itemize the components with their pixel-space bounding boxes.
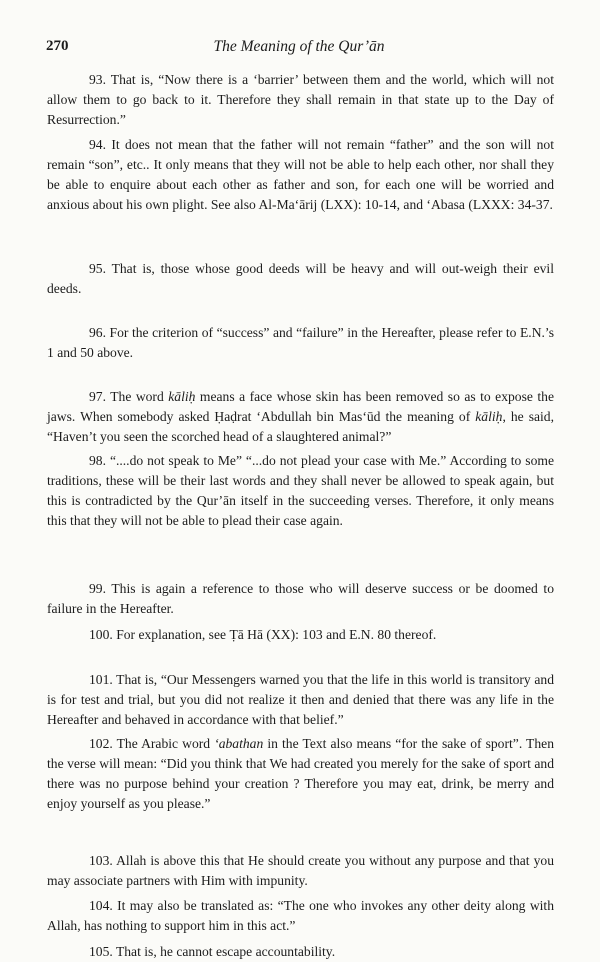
page-header xyxy=(46,38,552,60)
note-102-text-b: in the Text also means “for the sake of sport”. Then the verse will mean: “Did you think that We had created you merely for the sake of sport and there was no purpose behind your creation ? Therefore you may eat, drink, be merry and enjoy yourself as you please.” xyxy=(47,736,554,811)
note-99: 99. This is again a reference to those who will deserve success or be doomed to failure in the Hereafter. xyxy=(47,581,554,616)
note-97-term-b: kāliḥ xyxy=(475,409,503,424)
note-102 xyxy=(47,734,554,814)
note-104: 104. It may also be translated as: “The one who invokes any other deity along with Allah, has nothing to support him in this act.” xyxy=(47,898,554,933)
note-97-text-b: means a face whose skin has been removed so as to expose the jaws. When somebody asked Ḥaḍrat ‘Abdullah bin Mas‘ūd the meaning of xyxy=(47,389,554,424)
note-103: 103. Allah is above this that He should create you without any purpose and that you may associate partners with Him with impunity. xyxy=(47,853,554,888)
note-97-text-c: , he said, “Haven’t you seen the scorched head of a slaughtered animal?” xyxy=(47,409,554,444)
note-96: 96. For the criterion of “success” and “failure” in the Hereafter, please refer to E.N.’s 1 and 50 above. xyxy=(47,325,554,360)
note-102-term: ‘abathan xyxy=(214,736,264,751)
note-100: 100. For explanation, see Ṭā Hā (XX): 103 and E.N. 80 thereof. xyxy=(89,627,437,642)
note-97 xyxy=(47,387,554,447)
note-93: 93. That is, “Now there is a ‘barrier’ between them and the world, which will not allow them to go back to it. Therefore they shall remain in that state up to the Day of Resurrection.” xyxy=(47,72,554,127)
note-97-term-a: kāliḥ xyxy=(168,389,196,404)
note-105: 105. That is, he cannot escape accountability. xyxy=(89,944,336,959)
page-number: 270 xyxy=(46,38,69,54)
running-title: The Meaning of the Qur’ān xyxy=(213,38,385,55)
note-94: 94. It does not mean that the father will not remain “father” and the son will not remain “son”, etc.. It only means that they will not be able to help each other, nor shall they be able to enquire about each other as father and son, for each one will be worried and anxious about his own plight. See also Al-Ma‘ārij (LXX): 10-14, and ‘Abasa (LXXX: 34-37. xyxy=(47,137,554,212)
note-102-text-a: 102. The Arabic word xyxy=(89,736,215,751)
note-101: 101. That is, “Our Messengers warned you that the life in this world is transitory and is for test and trial, but you did not realize it then and denied that there was any life in the Hereafter and behaved in accordance with that belief.” xyxy=(47,672,554,727)
note-97-text-a: 97. The word xyxy=(89,389,169,404)
note-98: 98. “....do not speak to Me” “...do not plead your case with Me.” According to some traditions, these will be their last words and they shall never be allowed to speak again, but this is contradicted by the Qur’ān itself in the succeeding verses. Therefore, it only means this that they will not be able to plead their case again. xyxy=(47,453,554,528)
note-95: 95. That is, those whose good deeds will be heavy and will out-weigh their evil deeds. xyxy=(47,261,554,296)
